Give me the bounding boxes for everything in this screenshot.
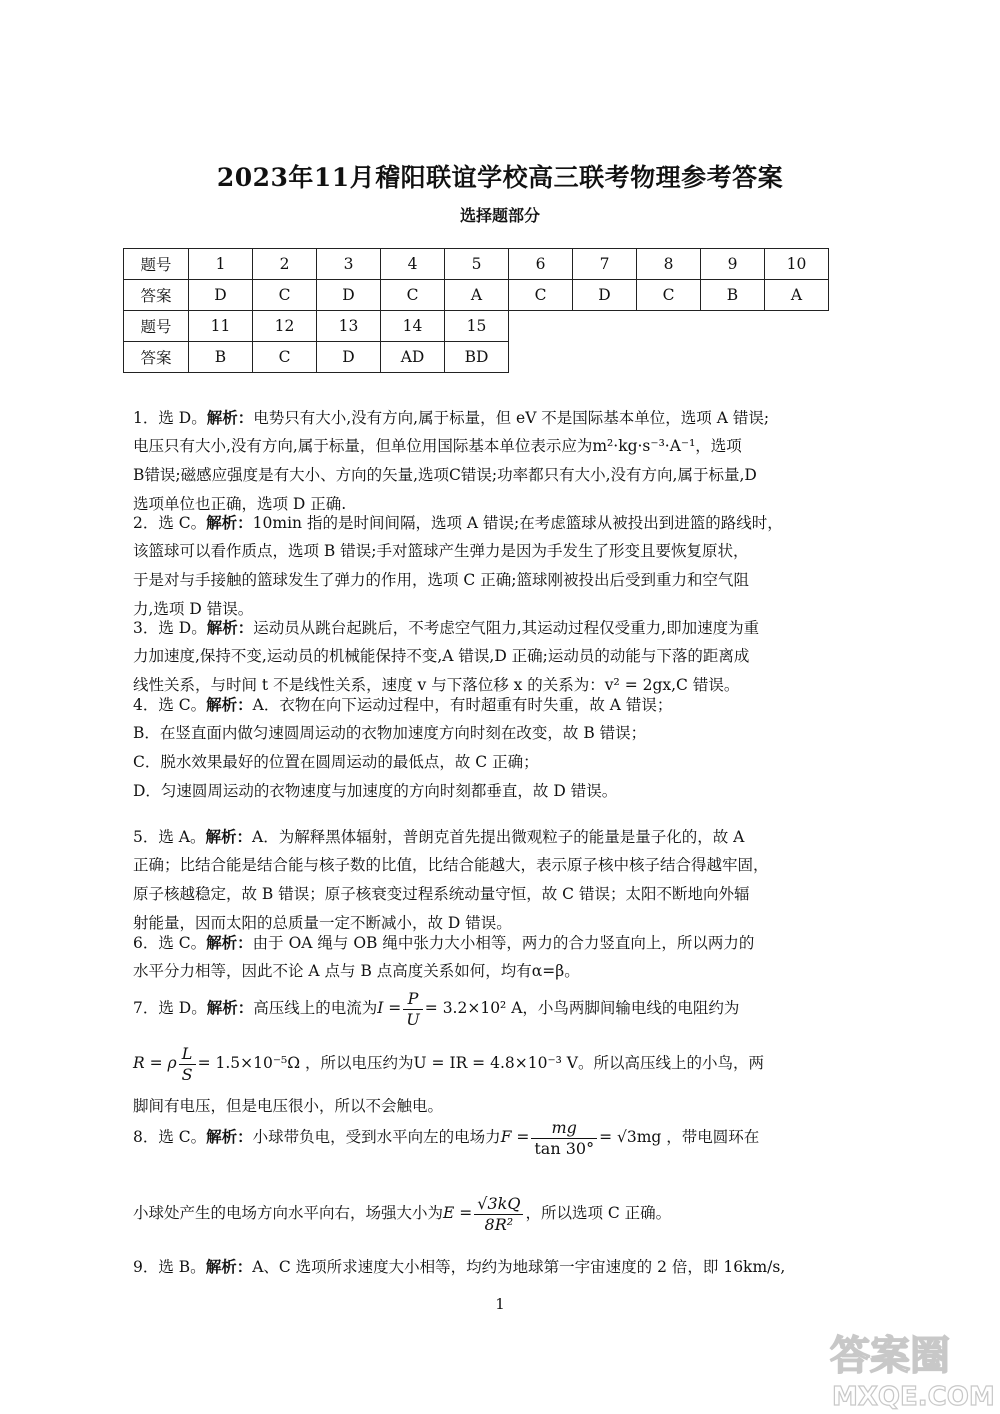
table-cell: D — [573, 280, 637, 311]
solution-line — [133, 1183, 868, 1243]
table-cell: 14 — [381, 311, 445, 342]
solution-line: 线性关系，与时间 t 不是线性关系，速度 v 与下落位移 x 的关系为：v² = 2gx,C 错误。 — [133, 676, 740, 694]
table-cell: B — [189, 342, 253, 373]
solution-line — [133, 928, 868, 957]
solution-5 — [133, 822, 868, 938]
solution-line: 水平分力相等，因此不论 A 点与 B 点高度关系如何，均有α=β。 — [133, 962, 580, 980]
solution-line: 于是对与手接触的篮球发生了弹力的作用，选项 C 正确;篮球刚被投出后受到重力和空气阻 — [133, 571, 749, 589]
solution-line: 该篮球可以看作质点，选项 B 错误;手对篮球产生弹力是因为手发生了形变且要恢复原状， — [133, 542, 749, 560]
solution-lead: 7．选 D。 — [133, 999, 207, 1017]
answer-table — [123, 248, 829, 373]
solution-line — [133, 690, 868, 719]
solution-line: 选项单位也正确，选项 D 正确. — [133, 495, 347, 513]
solution-line: 射能量，因而太阳的总质量一定不断减小，故 D 错误。 — [133, 914, 512, 932]
solution-6 — [133, 928, 868, 986]
solution-line: B．在竖直面内做匀速圆周运动的衣物加速度方向时刻在改变，故 B 错误； — [133, 724, 647, 742]
solution-line — [133, 1034, 868, 1092]
table-cell: AD — [381, 342, 445, 373]
formula-rhs: ，所以选项 C 正确。 — [525, 1204, 672, 1222]
analysis-label: 解析： — [206, 933, 253, 952]
fraction — [531, 1118, 597, 1159]
document-title: 2023年11月稽阳联谊学校高三联考物理参考答案 — [216, 163, 784, 192]
solution-line — [133, 613, 868, 642]
table-cell: C — [509, 280, 573, 311]
analysis-label: 解析： — [206, 695, 253, 714]
analysis-label: 解析： — [206, 408, 254, 427]
table-cell: 3 — [317, 249, 381, 280]
solution-lead: 8．选 C。 — [133, 1128, 207, 1146]
table-cell: C — [637, 280, 701, 311]
table-cell: BD — [445, 342, 509, 373]
table-cell: 6 — [509, 249, 573, 280]
analysis-label: 解析： — [205, 827, 252, 846]
table-cell: A — [445, 280, 509, 311]
solution-line — [133, 1115, 868, 1163]
solution-text: 电势只有大小,没有方向,属于标量，但 eV 不是国际基本单位，选项 A 错误; — [253, 409, 770, 427]
analysis-label: 解析： — [205, 1257, 253, 1276]
table-empty — [509, 311, 829, 342]
fraction-numerator: P — [403, 989, 422, 1010]
table-cell: 12 — [253, 311, 317, 342]
table-cell: A — [765, 280, 829, 311]
row-label: 答案 — [124, 280, 189, 311]
table-cell: 15 — [445, 311, 509, 342]
table-cell: 10 — [765, 249, 829, 280]
table-cell: 5 — [445, 249, 509, 280]
solution-line: 电压只有大小,没有方向,属于标量，但单位用国际基本单位表示应为m²·kg·s⁻³·A⁻¹，选项 — [133, 437, 742, 455]
solution-line — [133, 403, 868, 432]
formula-lhs: E = — [443, 1204, 473, 1222]
table-cell: C — [253, 280, 317, 311]
solution-text: 由于 OA 绳与 OB 绳中张力大小相等，两力的合力竖直向上，所以两力的 — [252, 934, 755, 952]
solution-line — [133, 986, 868, 1030]
analysis-label: 解析： — [206, 1127, 253, 1146]
formula-lhs: F = — [500, 1128, 530, 1146]
solution-line: C．脱水效果最好的位置在圆周运动的最低点，故 C 正确； — [133, 753, 539, 771]
analysis-label: 解析： — [206, 618, 254, 637]
table-cell: C — [381, 280, 445, 311]
table-cell: 13 — [317, 311, 381, 342]
table-cell: 2 — [253, 249, 317, 280]
solution-text: A．为解释黑体辐射，普朗克首先提出微观粒子的能量是量子化的，故 A — [252, 828, 745, 846]
solution-lead: 6．选 C。 — [133, 934, 207, 952]
solution-lead: 5．选 A。 — [133, 828, 206, 846]
fraction-denominator: U — [406, 1009, 420, 1029]
table-row — [124, 311, 829, 342]
solution-line — [133, 1252, 868, 1281]
solution-1 — [133, 403, 868, 519]
solution-2 — [133, 508, 868, 624]
solution-lead: 1．选 D。 — [133, 409, 207, 427]
solution-lead: 9．选 B。 — [133, 1258, 206, 1276]
solution-line: 正确；比结合能是结合能与核子数的比值，比结合能越大，表示原子核中核子结合得越牢固， — [133, 856, 769, 874]
solution-3 — [133, 613, 868, 700]
table-cell: 9 — [701, 249, 765, 280]
table-cell: B — [701, 280, 765, 311]
table-row — [124, 342, 829, 373]
formula-rhs: = 1.5×10⁻⁵Ω ，所以电压约为U = IR = 4.8×10⁻³ V。所以高压线上的小鸟，两 — [197, 1054, 764, 1072]
table-cell: D — [317, 280, 381, 311]
solution-text: 10min 指的是时间间隔，选项 A 错误;在考虑篮球从被投出到进篮的路线时， — [252, 514, 783, 532]
table-cell: C — [253, 342, 317, 373]
solution-text: 高压线上的电流为 — [253, 999, 378, 1017]
solution-line: 脚间有电压，但是电压很小，所以不会触电。 — [133, 1097, 444, 1115]
solution-9 — [133, 1252, 868, 1281]
solution-line: 原子核越稳定，故 B 错误；原子核衰变过程系统动量守恒，故 C 错误；太阳不断地向外辐 — [133, 885, 750, 903]
fraction-numerator: mg — [531, 1118, 597, 1139]
table-cell: 11 — [189, 311, 253, 342]
fraction-numerator: L — [179, 1044, 196, 1065]
table-cell: 4 — [381, 249, 445, 280]
fraction-denominator: tan 30° — [534, 1138, 595, 1158]
table-cell: 8 — [637, 249, 701, 280]
solution-text: 运动员从跳台起跳后，不考虑空气阻力,其运动过程仅受重力,即加速度为重 — [253, 619, 760, 637]
solution-line — [133, 508, 868, 537]
solution-line: D．匀速圆周运动的衣物速度与加速度的方向时刻都垂直，故 D 错误。 — [133, 782, 618, 800]
table-empty — [509, 342, 829, 373]
row-label: 题号 — [124, 249, 189, 280]
solution-8 — [133, 1115, 868, 1243]
fraction-denominator: S — [181, 1064, 193, 1084]
table-row — [124, 280, 829, 311]
solution-lead: 4．选 C。 — [133, 696, 207, 714]
solution-line — [133, 822, 868, 851]
solution-text: 小球处产生的电场方向水平向右，场强大小为 — [133, 1204, 444, 1222]
table-cell: 1 — [189, 249, 253, 280]
section-subtitle: 选择题部分 — [459, 206, 540, 225]
fraction — [403, 989, 422, 1030]
fraction — [474, 1194, 523, 1235]
solution-line: B错误;磁感应强度是有大小、方向的矢量,选项C错误;功率都只有大小,没有方向,属于标量,D — [133, 466, 757, 484]
solution-text: A、C 选项所求速度大小相等，均约为地球第一宇宙速度的 2 倍，即 16km/s, — [252, 1258, 786, 1276]
table-cell: D — [317, 342, 381, 373]
watermark-bottom-text: MXQE.COM — [832, 1382, 995, 1410]
solution-line: 力加速度,保持不变,运动员的机械能保持不变,A 错误,D 正确;运动员的动能与下落的距离成 — [133, 647, 750, 665]
row-label: 答案 — [124, 342, 189, 373]
solution-text: A．衣物在向下运动过程中，有时超重有时失重，故 A 错误； — [252, 696, 673, 714]
analysis-label: 解析： — [206, 513, 253, 532]
solution-4 — [133, 690, 868, 806]
fraction-denominator: 8R² — [484, 1214, 514, 1234]
formula-lhs: I = — [377, 999, 402, 1017]
formula-rhs: = √3mg ，带电圆环在 — [599, 1128, 760, 1146]
row-label: 题号 — [124, 311, 189, 342]
formula-lhs: R = ρ — [133, 1054, 177, 1072]
solution-text: 小球带负电，受到水平向左的电场力 — [252, 1128, 501, 1146]
solution-7 — [133, 986, 868, 1121]
table-row — [124, 249, 829, 280]
solution-lead: 2．选 C。 — [133, 514, 207, 532]
solution-lead: 3．选 D。 — [133, 619, 207, 637]
analysis-label: 解析： — [206, 998, 254, 1017]
formula-rhs: = 3.2×10² A，小鸟两脚间输电线的电阻约为 — [424, 999, 740, 1017]
watermark-top-text: 答案圈 — [830, 1333, 950, 1379]
watermark-logo — [820, 1325, 995, 1410]
solution-line: 力,选项 D 错误。 — [133, 600, 254, 618]
page-number: 1 — [495, 1295, 505, 1313]
table-cell: D — [189, 280, 253, 311]
table-cell: 7 — [573, 249, 637, 280]
fraction — [179, 1044, 196, 1085]
fraction-numerator: √3kQ — [474, 1194, 523, 1215]
